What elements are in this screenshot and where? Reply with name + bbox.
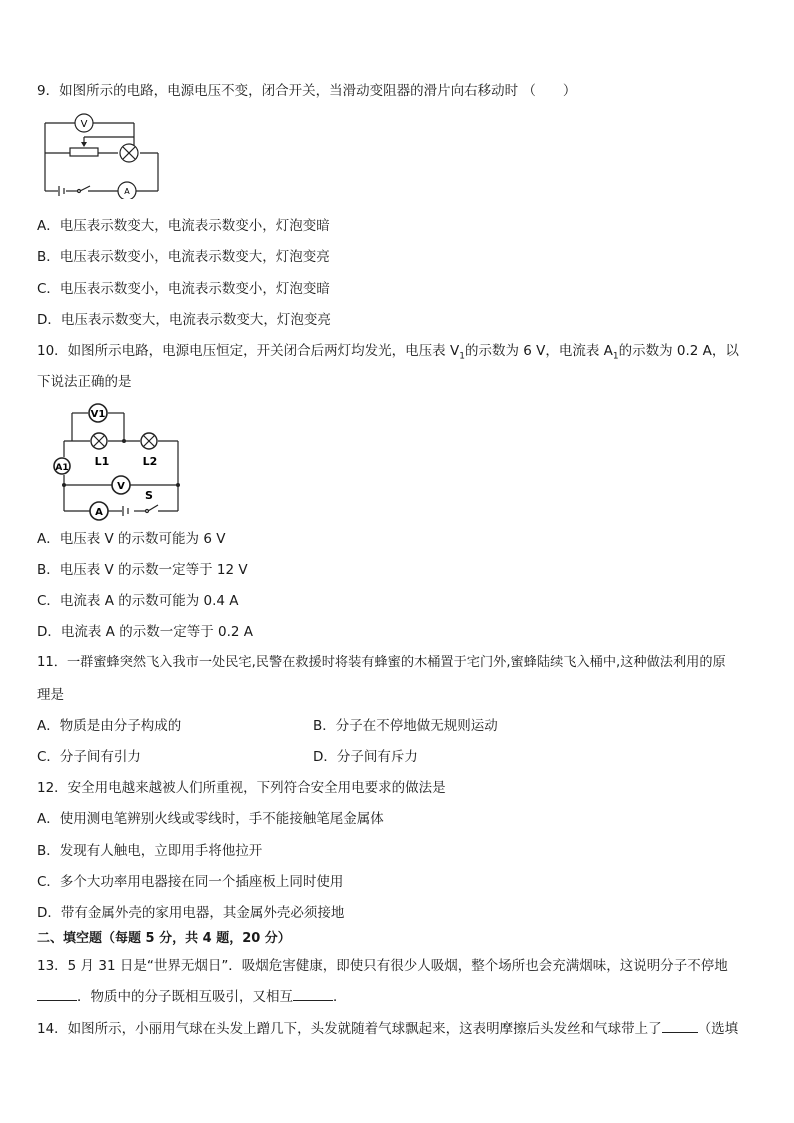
q10-lamp-l1 [91, 433, 109, 468]
q9-voltmeter [75, 114, 93, 132]
svg-text:A1: A1 [55, 463, 69, 473]
q10-option-d: D．电流表 A 的示数一定等于 0.2 A [37, 624, 253, 640]
q10-option-b: B．电压表 V 的示数一定等于 12 V [37, 562, 248, 578]
q9-circuit-diagram [40, 113, 164, 199]
q9-option-c: C．电压表示数变小，电流表示数变小，灯泡变暗 [37, 281, 330, 297]
q10-circuit-diagram [50, 403, 186, 521]
q11-option-d: D．分子间有斥力 [313, 749, 418, 765]
q10-stem: 10．如图所示电路，电源电压恒定，开关闭合后两灯均发光，电压表 $V_1$的示数为 6 V，电流表 $A_1$的示数为 0.2 A，以 [37, 343, 739, 362]
q10-ammeter-a [90, 502, 108, 520]
svg-text:A: A [95, 507, 103, 518]
q13-line2: ．物质中的分子既相互吸引，又相互 ． [37, 988, 347, 1006]
q10-ammeter-a1 [54, 458, 70, 474]
q12-stem: 12．安全用电越来越被人们所重视，下列符合安全用电要求的做法是 [37, 780, 446, 796]
svg-text:A: A [124, 187, 130, 196]
q10-switch-label: S [145, 489, 153, 502]
q10-voltmeter-v [112, 476, 130, 494]
q10-lamp-l2 [141, 433, 157, 468]
q9-option-a: A．电压表示数变大，电流表示数变小，灯泡变暗 [37, 218, 330, 234]
q11-options-row2 [37, 748, 418, 766]
q13-blank-2[interactable] [293, 988, 333, 1001]
q9-option-d: D．电压表示数变大，电流表示数变大，灯泡变亮 [37, 312, 331, 328]
q12-option-c: C．多个大功率用电器接在同一个插座板上同时使用 [37, 874, 344, 890]
q10-option-c: C．电流表 A 的示数可能为 0.4 A [37, 593, 239, 609]
q11-stem: 11．一群蜜蜂突然飞入我市一处民宅,民警在救援时将装有蜂蜜的木桶置于宅门外,蜜蜂陆续飞入桶中,这种做法利用的原 [37, 655, 726, 670]
svg-text:L1: L1 [94, 455, 110, 468]
q14-line1: 14．如图所示，小丽用气球在头发上蹭几下，头发就随着气球飘起来，这表明摩擦后头发丝和气球带上了 （选填 [37, 1021, 739, 1037]
q12-option-a: A．使用测电笔辨别火线或零线时，手不能接触笔尾金属体 [37, 811, 384, 827]
svg-text:V1: V1 [90, 409, 106, 420]
q10-voltmeter-v1 [89, 404, 107, 422]
q9-option-b: B．电压表示数变小，电流表示数变大，灯泡变亮 [37, 249, 330, 265]
q10-stem-line2: 下说法正确的是 [37, 374, 132, 390]
q14-blank-1[interactable] [662, 1020, 698, 1033]
q13-blank-1[interactable] [37, 988, 77, 1001]
q12-option-d: D．带有金属外壳的家用电器，其金属外壳必须接地 [37, 905, 345, 921]
q9-ammeter [118, 182, 136, 199]
q11-options-row1 [37, 717, 498, 735]
svg-text:V: V [80, 119, 88, 130]
section-heading: 二、填空题（每题 5 分，共 4 题，20 分） [37, 931, 291, 946]
q13-line1: 13．5 月 31 日是“世界无烟日”．吸烟危害健康，即使只有很少人吸烟，整个场所也会充满烟味，这说明分子不停地 [37, 958, 728, 974]
svg-text:L2: L2 [142, 455, 158, 468]
q12-option-b: B．发现有人触电，立即用手将他拉开 [37, 843, 263, 859]
q11-option-c: C．分子间有引力 [37, 749, 141, 765]
q9-lamp [120, 144, 138, 162]
q10-option-a: A．电压表 V 的示数可能为 6 V [37, 531, 226, 547]
q11-stem-line2: 理是 [37, 687, 64, 703]
svg-text:V: V [117, 481, 125, 492]
q11-option-a: A．物质是由分子构成的 [37, 718, 182, 734]
q9-stem: 9．如图所示的电路，电源电压不变，闭合开关，当滑动变阻器的滑片向右移动时 （ ） [37, 83, 577, 99]
q11-option-b: B．分子在不停地做无规则运动 [313, 718, 498, 734]
